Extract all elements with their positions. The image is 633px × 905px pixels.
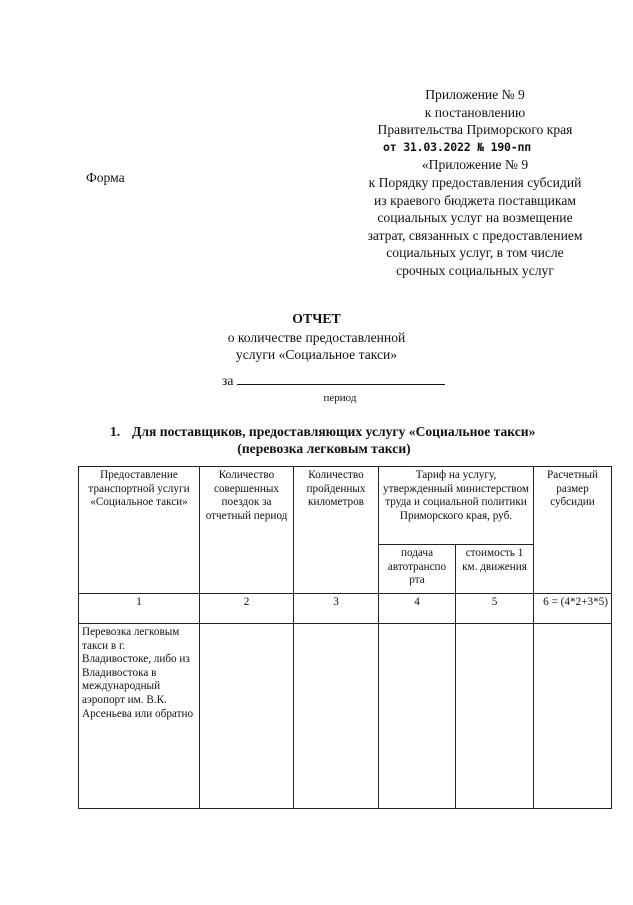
appendix-line: «Приложение № 9	[421, 157, 529, 173]
cell-pickup[interactable]	[379, 624, 456, 809]
section-number: 1.	[110, 424, 121, 439]
period-blank-line	[237, 372, 445, 385]
column-number: 5	[456, 594, 534, 624]
header-service: Предоставление транспортной услуги «Социальное такси»	[79, 467, 200, 594]
period-row	[222, 372, 445, 389]
cell-km[interactable]	[294, 624, 379, 809]
appendix-line: социальных услуг, в том числе	[386, 245, 564, 261]
column-number: 1	[79, 594, 200, 624]
column-number: 4	[379, 594, 456, 624]
resolution-date-stamp: от 31.03.2022 № 190-пп	[383, 139, 531, 154]
header-subsidy: Расчетный размер субсидии	[534, 467, 612, 594]
cell-per-km[interactable]	[456, 624, 534, 809]
appendix-line: из краевого бюджета поставщикам	[374, 192, 576, 208]
appendix-line: к Порядку предоставления субсидий	[368, 174, 582, 190]
appendix-line: Приложение № 9	[425, 87, 525, 102]
column-number: 2	[200, 594, 294, 624]
section-heading-line1: Для поставщиков, предоставляющих услугу «Социальное такси»	[132, 424, 536, 439]
period-caption: период	[323, 392, 357, 404]
table-number-row	[79, 594, 612, 624]
period-prefix: за	[222, 373, 234, 388]
column-number: 3	[294, 594, 379, 624]
report-subtitle: услуги «Социальное такси»	[235, 347, 398, 362]
table-row	[79, 624, 612, 809]
header-km: Количество пройденных километров	[294, 467, 379, 594]
header-per-km: стоимость 1 км. движения	[456, 545, 534, 594]
report-title: ОТЧЕТ	[292, 311, 341, 326]
appendix-line: социальных услуг на возмещение	[377, 210, 573, 226]
appendix-line: срочных социальных услуг	[396, 262, 554, 278]
appendix-block	[340, 86, 610, 280]
appendix-line: затрат, связанных с предоставлением	[367, 227, 583, 243]
form-label: Форма	[86, 170, 125, 185]
section-heading-line2: (перевозка легковым такси)	[237, 441, 411, 456]
header-trips: Количество совершенных поездок за отчетный период	[200, 467, 294, 594]
header-tariff: Тариф на услугу, утвержденный министерством труда и социальной политики Приморского края, руб.	[379, 467, 534, 545]
table-header-row	[79, 467, 612, 545]
report-table	[78, 466, 612, 809]
header-pickup: подача автотранспо рта	[379, 545, 456, 594]
cell-subsidy[interactable]	[534, 624, 612, 809]
appendix-line: к постановлению	[424, 104, 526, 120]
column-number: 6 = (4*2+3*5)	[534, 594, 612, 624]
report-title-block	[0, 310, 633, 363]
report-subtitle: о количестве предоставленной	[227, 330, 406, 345]
cell-trips[interactable]	[200, 624, 294, 809]
section-heading	[110, 423, 610, 457]
cell-service: Перевозка легковым такси в г. Владивостоке, либо из Владивостока в международный аэропорт им. В.К. Арсеньева или обратно	[79, 624, 200, 809]
appendix-line: Правительства Приморского края	[377, 122, 573, 138]
